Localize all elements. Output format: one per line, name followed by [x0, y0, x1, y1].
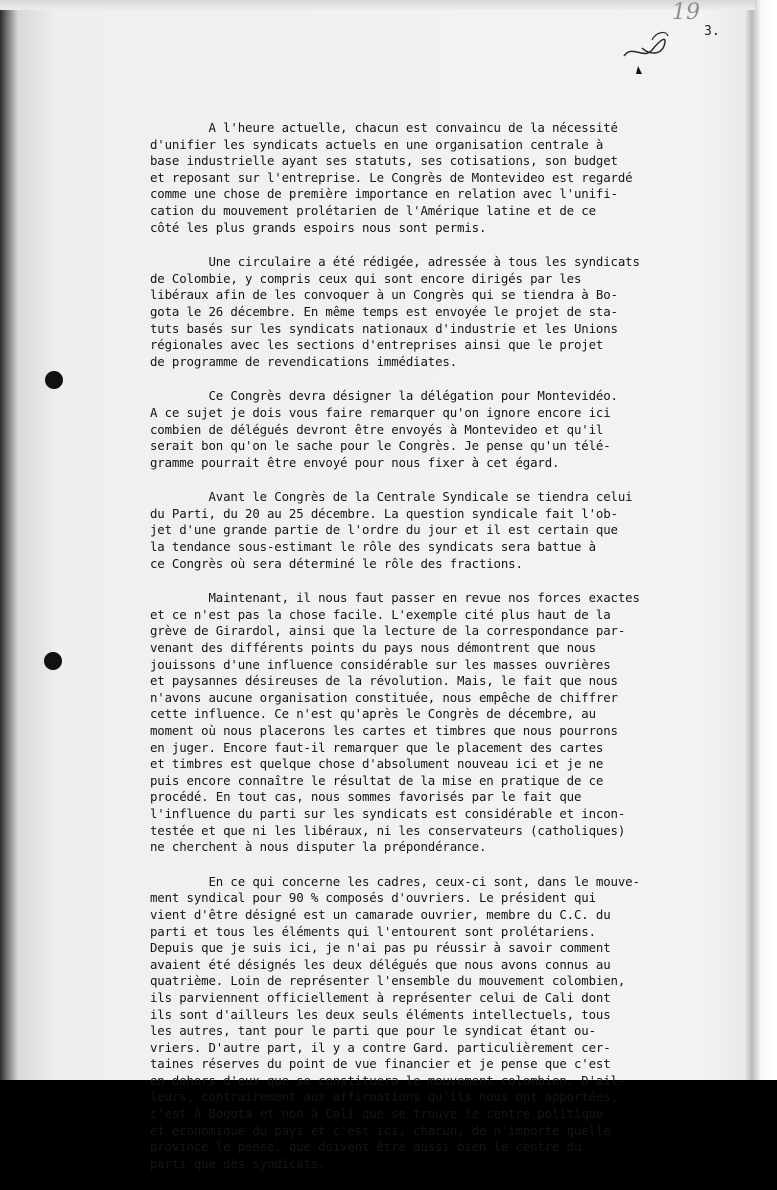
punch-hole-bottom: [44, 652, 62, 670]
paragraph-6: En ce qui concerne les cadres, ceux-ci sont, dans le mouve- ment syndical pour 90 % composés d'ouvriers. Le président qui vient d'être désigné est un camarade ouvrier, membre du C.C. du parti et tous les éléments qui l'entourent sont prolétariens. Depuis que je suis ici, je n'ai pas pu réussir à savoir comment avaient été désignés les deux délégués que nous avons connus au quatrième. Loin de représenter l'ensemble du mouvement colombien, ils parviennent officiellement à représenter celui de Cali dont ils sont d'ailleurs les deux seuls éléments intellectuels, tous les autres, tant pour le parti que pour le syndicat étant ou- vriers. D'autre part, il y a contre Gard. particulièrement cer- taines réserves du point de vue financier et je pense que c'est en dehors d'eux que se constituera le mouvement colombien. D'ail- leurs, contrairement aux affirmations qu'ils nous ont apportées, c'est à Bogota et non à Cali que se trouve le centre politique et économique du pays et c'est ici, chacun, de n'importe quelle province le pense, que doivent être aussi bien le centre du parti que des syndicats.: [150, 873, 640, 1171]
page-number: 3.: [704, 24, 720, 39]
punch-hole-top: [45, 371, 63, 389]
paragraph-2: Une circulaire a été rédigée, adressée à tous les syndicats de Colombie, y compris ceux qui sont encore dirigés par les libéraux afin de les convoquer à un Congrès qui se tiendra à Bo- gota le 26 décembre. En même temps est envoyée le projet de sta- tuts basés sur les syndicats nationaux d'industrie et les Unions régionales avec les sections d'entreprises ainsi que le projet de programme de revendications immédiates.: [150, 254, 640, 369]
pencil-folio-number: 19: [672, 0, 700, 25]
paragraph-4: Avant le Congrès de la Centrale Syndicale se tiendra celui du Parti, du 20 au 25 décembre. La question syndicale fait l'ob- jet d'une grande partie de l'ordre du jour et il est certain que la tendance sous-estimant le rôle des syndicats sera battue à ce Congrès où sera déterminé le rôle des fractions.: [150, 489, 633, 571]
ink-scribble-icon: [618, 26, 674, 82]
document-body: [150, 120, 750, 1190]
paragraph-5: Maintenant, il nous faut passer en revue nos forces exactes et ce n'est pas la chose facile. L'exemple cité plus haut de la grève de Girardol, ainsi que la lecture de la correspondance par- venant des différents points du pays nous démontrent que nous jouissons d'une influence considérable sur les masses ouvrières et paysannes désireuses de la révolution. Mais, le fait que nous n'avons aucune organisation constituée, nous empêche de chiffrer cette influence. Ce n'est qu'après le Congrès de décembre, au moment où nous placerons les cartes et timbres que nous pourrons en juger. Encore faut-il remarquer que le placement des cartes et timbres est quelque chose d'absolument nouveau ici et je ne puis encore connaître le résultat de la mise en pratique de ce procédé. En tout cas, nous sommes favorisés par le fait que l'influence du parti sur les syndicats est considérable et incon- testée et que ni les libéraux, ni les conservateurs (catholiques) ne cherchent à nous disputer la prépondérance.: [150, 590, 640, 855]
paragraph-3: Ce Congrès devra désigner la délégation pour Montevidéo. A ce sujet je dois vous faire remarquer qu'on ignore encore ici combien de délégués devront être envoyés à Montevideo et qu'il serait bon qu'on le sache pour le Congrès. Je pense qu'un télé- gramme pourrait être envoyé pour nous fixer à cet égard.: [150, 388, 618, 470]
right-edge-margin: [755, 0, 777, 1080]
top-edge-shadow: [0, 0, 777, 10]
paragraph-1: A l'heure actuelle, chacun est convaincu de la nécessité d'unifier les syndicats actuels en une organisation centrale à base industrielle ayant ses statuts, ses cotisations, son budget et reposant sur l'entreprise. Le Congrès de Montevideo est regardé comme une chose de première importance en relation avec l'unifi- cation du mouvement prolétarien de l'Amérique latine et de ce côté les plus grands espoirs nous sont permis.: [150, 120, 633, 235]
